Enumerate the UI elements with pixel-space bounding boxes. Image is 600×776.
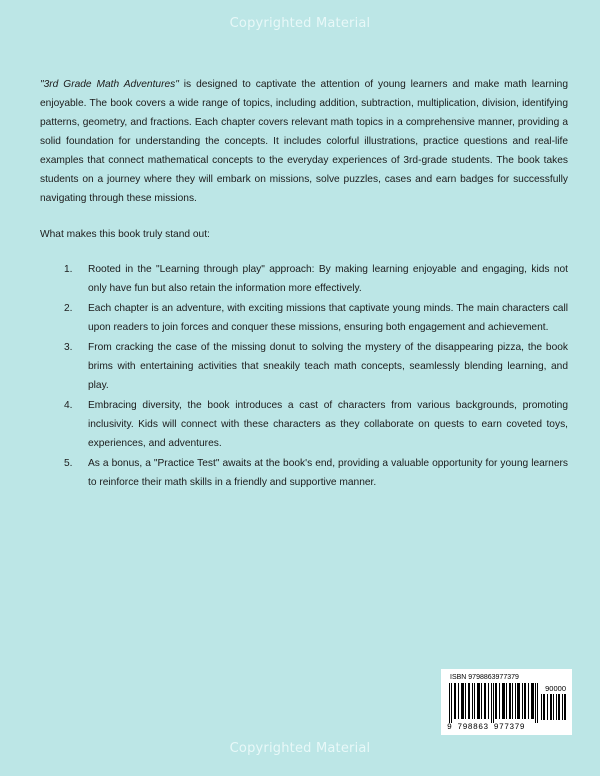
list-item — [64, 338, 568, 395]
watermark-top: Copyrighted Material — [229, 16, 371, 31]
barcode-digits: 9 798863 977379 — [447, 723, 526, 732]
list-item-number: 5. — [64, 458, 73, 469]
watermark-bottom: Copyrighted Material — [229, 741, 371, 756]
list-item-number: 2. — [64, 303, 73, 314]
list-item-text: From cracking the case of the missing donut to solving the mystery of the disappearing pizza, the book brims with entertaining activities that sneakily teach math concepts, seamlessly blending learning, and play. — [88, 342, 568, 391]
list-item-text: Each chapter is an adventure, with exciting missions that captivate young minds. The main characters call upon readers to join forces and conquer these missions, ensuring both engagement and achievement. — [88, 303, 568, 333]
book-title: "3rd Grade Math Adventures" — [40, 79, 179, 90]
list-item-text: Embracing diversity, the book introduces a cast of characters from various backgrounds, promoting inclusivity. Kids will connect with these characters as they collaborate on quests to earn coveted toys, experiences, and adventures. — [88, 400, 568, 449]
list-item-number: 4. — [64, 400, 73, 411]
price-code: 90000 — [545, 684, 566, 693]
standout-heading: What makes this book truly stand out: — [40, 229, 210, 240]
list-item — [64, 454, 568, 492]
intro-text: is designed to captivate the attention of young learners and make math learning enjoyable. The book covers a wide range of topics, including addition, subtraction, multiplication, division, identifying patterns, geometry, and fractions. Each chapter covers relevant math topics in a comprehensive manner, providing a solid foundation for understanding the concepts. It includes colorful illustrations, practice questions and real-life examples that connect mathematical concepts to the everyday experiences of 3rd-grade students. The book takes students on a journey where they will embark on missions, solve puzzles, cases and earn badges for successfully navigating through these missions. — [40, 79, 568, 204]
feature-list — [40, 260, 568, 492]
list-item — [64, 299, 568, 337]
isbn-label: ISBN 9798863977379 — [450, 674, 519, 681]
list-item-text: As a bonus, a "Practice Test" awaits at the book's end, providing a valuable opportunity for young learners to reinforce their math skills in a friendly and supportive manner. — [88, 458, 568, 488]
back-cover-text — [40, 75, 568, 493]
list-item — [64, 396, 568, 453]
list-item-number: 3. — [64, 342, 73, 353]
list-item-number: 1. — [64, 264, 73, 275]
list-item-text: Rooted in the "Learning through play" approach: By making learning enjoyable and engaging, kids not only have fun but also retain the information more effectively. — [88, 264, 568, 294]
addon-barcode-bars — [541, 694, 567, 720]
intro-paragraph — [40, 75, 568, 208]
list-item — [64, 260, 568, 298]
isbn-barcode — [441, 669, 572, 735]
barcode-bars — [449, 683, 539, 723]
